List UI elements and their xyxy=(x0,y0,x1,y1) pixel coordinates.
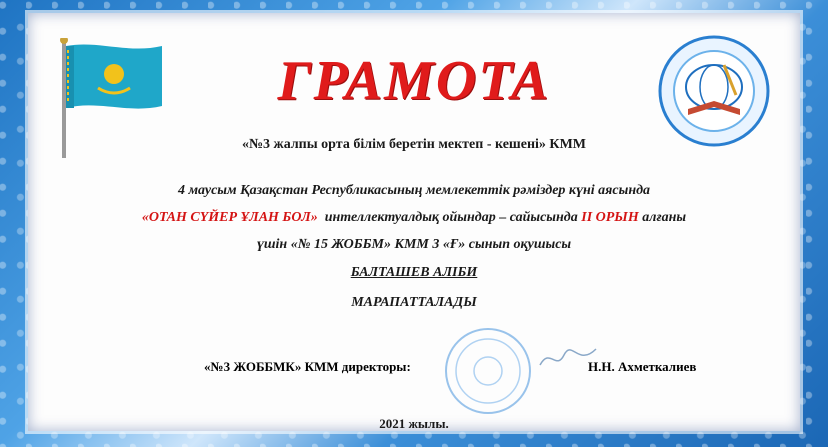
award-verb: МАРАПАТТАЛАДЫ xyxy=(351,295,477,310)
issue-year: 2021 жылы. xyxy=(379,416,449,431)
event-end: алғаны xyxy=(642,210,687,225)
event-context: 4 маусым Қазақстан Республикасының мемлекеттік рәміздер күні аясында xyxy=(177,183,651,198)
student-name: БАЛТАШЕВ АЛІБИ xyxy=(350,265,478,280)
signature-row xyxy=(28,359,800,389)
certificate-title: ГРАМОТА xyxy=(277,50,551,112)
competition-line xyxy=(28,210,800,226)
certificate-paper xyxy=(28,13,800,431)
event-description: интеллектуалдық ойындар – сайысында xyxy=(324,210,578,225)
school-name: «№3 жалпы орта білім беретін мектеп - кешені» КММ xyxy=(241,137,586,152)
director-name: Н.Н. Ахметкалиев xyxy=(588,359,697,374)
place-award: II ОРЫН xyxy=(581,210,639,225)
event-name: «ОТАН СҮЙЕР ҰЛАН БОЛ» xyxy=(141,210,318,225)
student-class-line: үшін «№ 15 ЖОББМ» КММ 3 «Ғ» сынып оқушысы xyxy=(256,237,572,252)
director-label: «№3 ЖОББМК» КММ директоры: xyxy=(204,359,411,374)
